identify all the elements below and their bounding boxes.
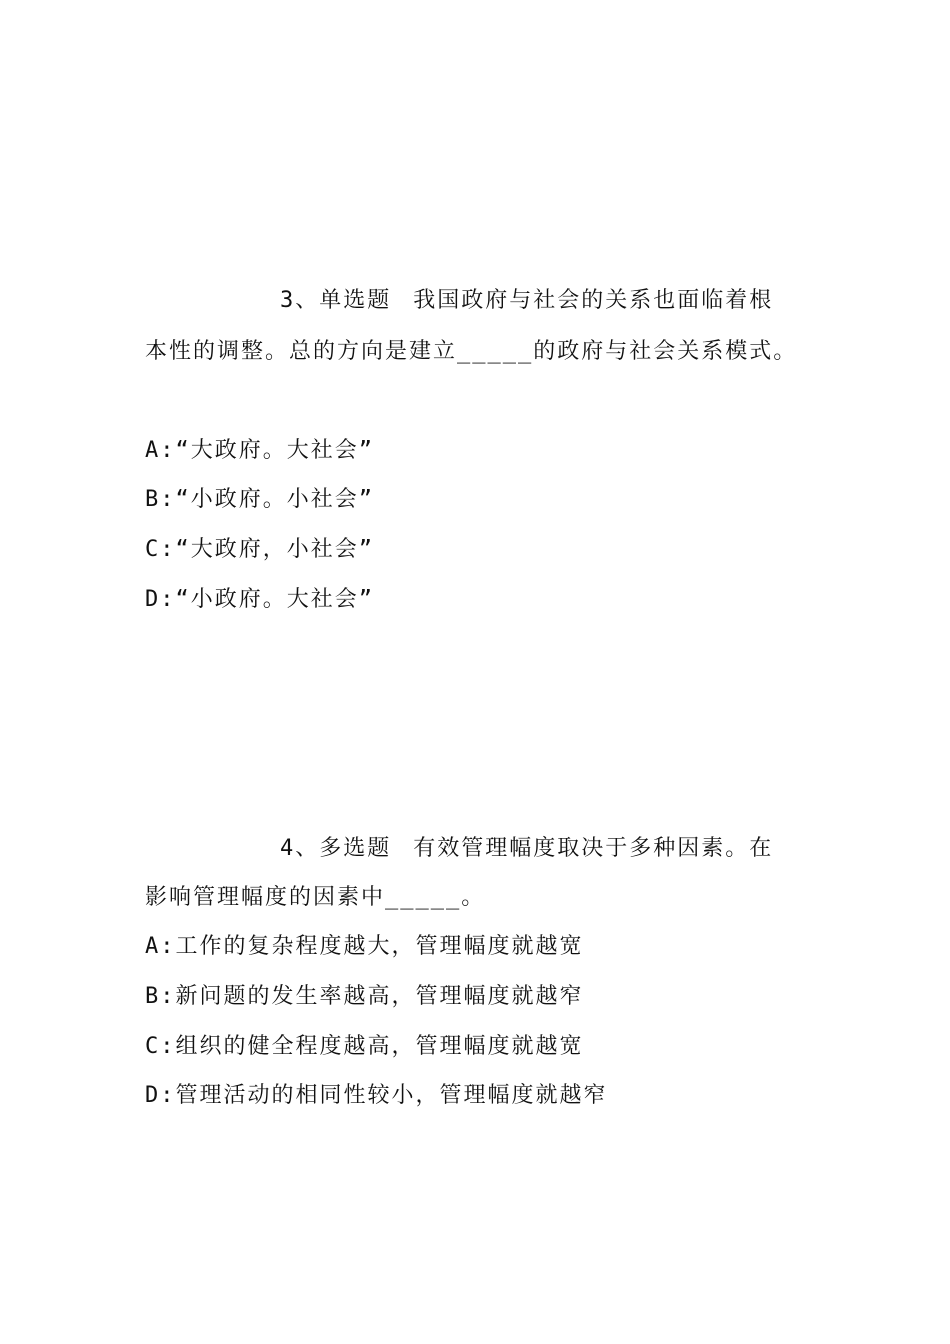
question-type: 单选题: [319, 288, 392, 313]
question-4-header: [280, 834, 773, 864]
option-key: B:: [145, 984, 176, 1009]
option-text: “大政府。大社会”: [175, 438, 374, 463]
option-text: 工作的复杂程度越大，管理幅度就越宽: [175, 934, 584, 959]
option-text: 新问题的发生率越高，管理幅度就越窄: [175, 984, 584, 1009]
question-3-stem-continued: 本性的调整。总的方向是建立_____的政府与社会关系模式。: [145, 339, 798, 364]
question-number: 4、: [280, 836, 320, 861]
option-key: A:: [145, 934, 176, 959]
question-3-option-a: [145, 436, 374, 466]
question-3-option-d: [145, 585, 374, 615]
question-type: 多选题: [319, 836, 392, 861]
question-number: 3、: [280, 288, 320, 313]
option-key: D:: [145, 1083, 176, 1108]
option-text: 组织的健全程度越高，管理幅度就越宽: [175, 1034, 584, 1059]
question-4-option-a: [145, 932, 584, 962]
option-key: D:: [145, 587, 176, 612]
question-3-option-b: [145, 485, 374, 515]
option-key: A:: [145, 438, 176, 463]
question-3-header: [280, 286, 773, 316]
question-4-option-c: [145, 1032, 584, 1062]
question-3-option-c: [145, 535, 374, 565]
question-4-option-b: [145, 982, 584, 1012]
question-4-stem-continued: 影响管理幅度的因素中_____。: [145, 885, 486, 910]
question-stem-line1: 我国政府与社会的关系也面临着根: [413, 288, 774, 313]
option-text: “大政府，小社会”: [175, 537, 374, 562]
option-text: 管理活动的相同性较小，管理幅度就越窄: [175, 1083, 608, 1108]
option-text: “小政府。小社会”: [175, 487, 374, 512]
option-text: “小政府。大社会”: [175, 587, 374, 612]
question-stem-line1: 有效管理幅度取决于多种因素。在: [413, 836, 774, 861]
option-key: B:: [145, 487, 176, 512]
question-4-option-d: [145, 1081, 608, 1111]
option-key: C:: [145, 537, 176, 562]
option-key: C:: [145, 1034, 176, 1059]
